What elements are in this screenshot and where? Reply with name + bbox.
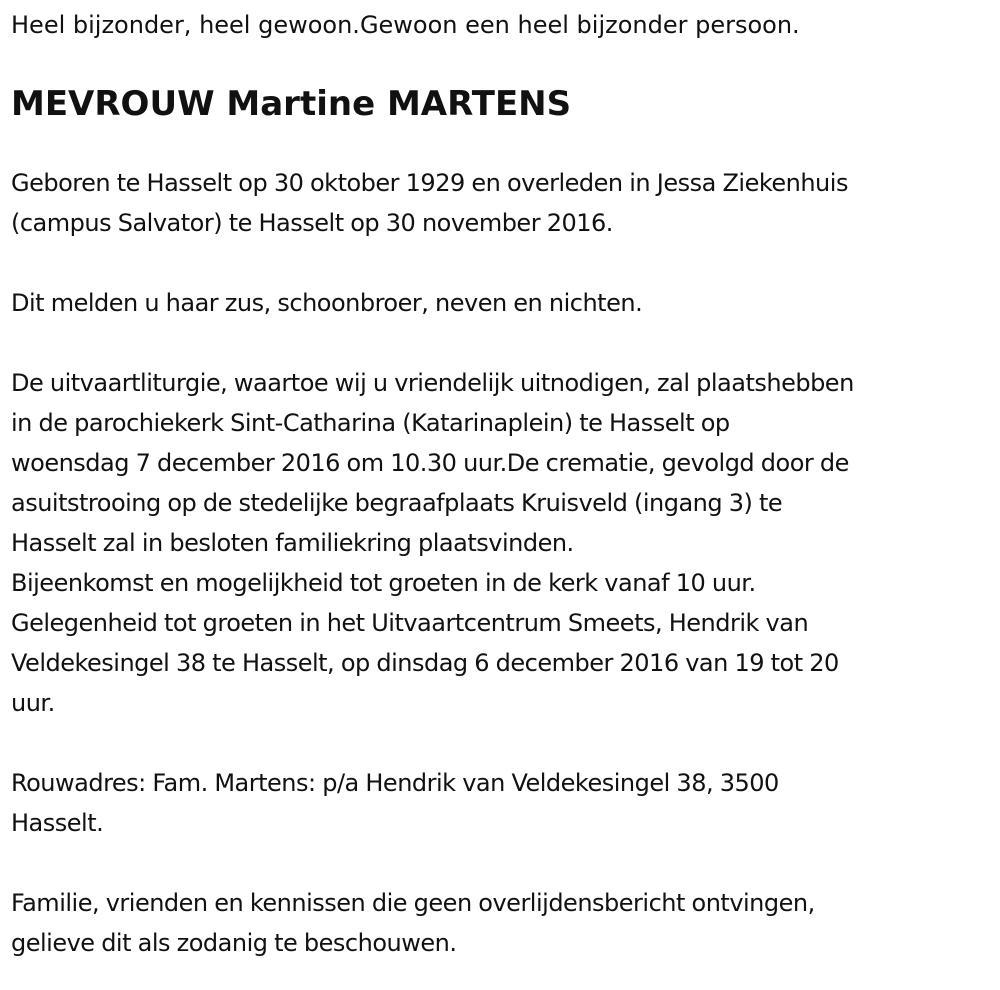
birth-death-line: Geboren te Hasselt op 30 oktober 1929 en overleden in Jessa Ziekenhuis — [11, 169, 848, 197]
motto: Heel bijzonder, heel gewoon.Gewoon een heel bijzonder persoon. — [11, 11, 800, 39]
mourning-address-line: Rouwadres: Fam. Martens: p/a Hendrik van Veldekesingel 38, 3500 — [11, 769, 779, 797]
closing-line: gelieve dit als zodanig te beschouwen. — [11, 929, 457, 957]
ceremony-line: asuitstrooing op de stedelijke begraafplaats Kruisveld (ingang 3) te — [11, 489, 783, 517]
obituary-notice — [11, 5, 996, 963]
ceremony-line: Bijeenkomst en mogelijkheid tot groeten in de kerk vanaf 10 uur. — [11, 569, 756, 597]
announced-by-paragraph — [11, 283, 996, 323]
mourning-address-paragraph — [11, 763, 996, 843]
announced-by-line: Dit melden u haar zus, schoonbroer, neven en nichten. — [11, 289, 643, 317]
ceremony-paragraph — [11, 363, 996, 723]
ceremony-line: woensdag 7 december 2016 om 10.30 uur.De crematie, gevolgd door de — [11, 449, 849, 477]
ceremony-line: uur. — [11, 689, 55, 717]
birth-death-line: (campus Salvator) te Hasselt op 30 november 2016. — [11, 209, 613, 237]
ceremony-line: Gelegenheid tot groeten in het Uitvaartcentrum Smeets, Hendrik van — [11, 609, 809, 637]
closing-line: Familie, vrienden en kennissen die geen overlijdensbericht ontvingen, — [11, 889, 815, 917]
mourning-address-line: Hasselt. — [11, 809, 104, 837]
ceremony-line: Veldekesingel 38 te Hasselt, op dinsdag 6 december 2016 van 19 tot 20 — [11, 649, 839, 677]
ceremony-line: in de parochiekerk Sint-Catharina (Katarinaplein) te Hasselt op — [11, 409, 730, 437]
closing-paragraph — [11, 883, 996, 963]
ceremony-line: De uitvaartliturgie, waartoe wij u vriendelijk uitnodigen, zal plaatshebben — [11, 369, 854, 397]
deceased-name: MEVROUW Martine MARTENS — [11, 84, 572, 124]
ceremony-line: Hasselt zal in besloten familiekring plaatsvinden. — [11, 529, 574, 557]
birth-death-paragraph — [11, 163, 996, 243]
